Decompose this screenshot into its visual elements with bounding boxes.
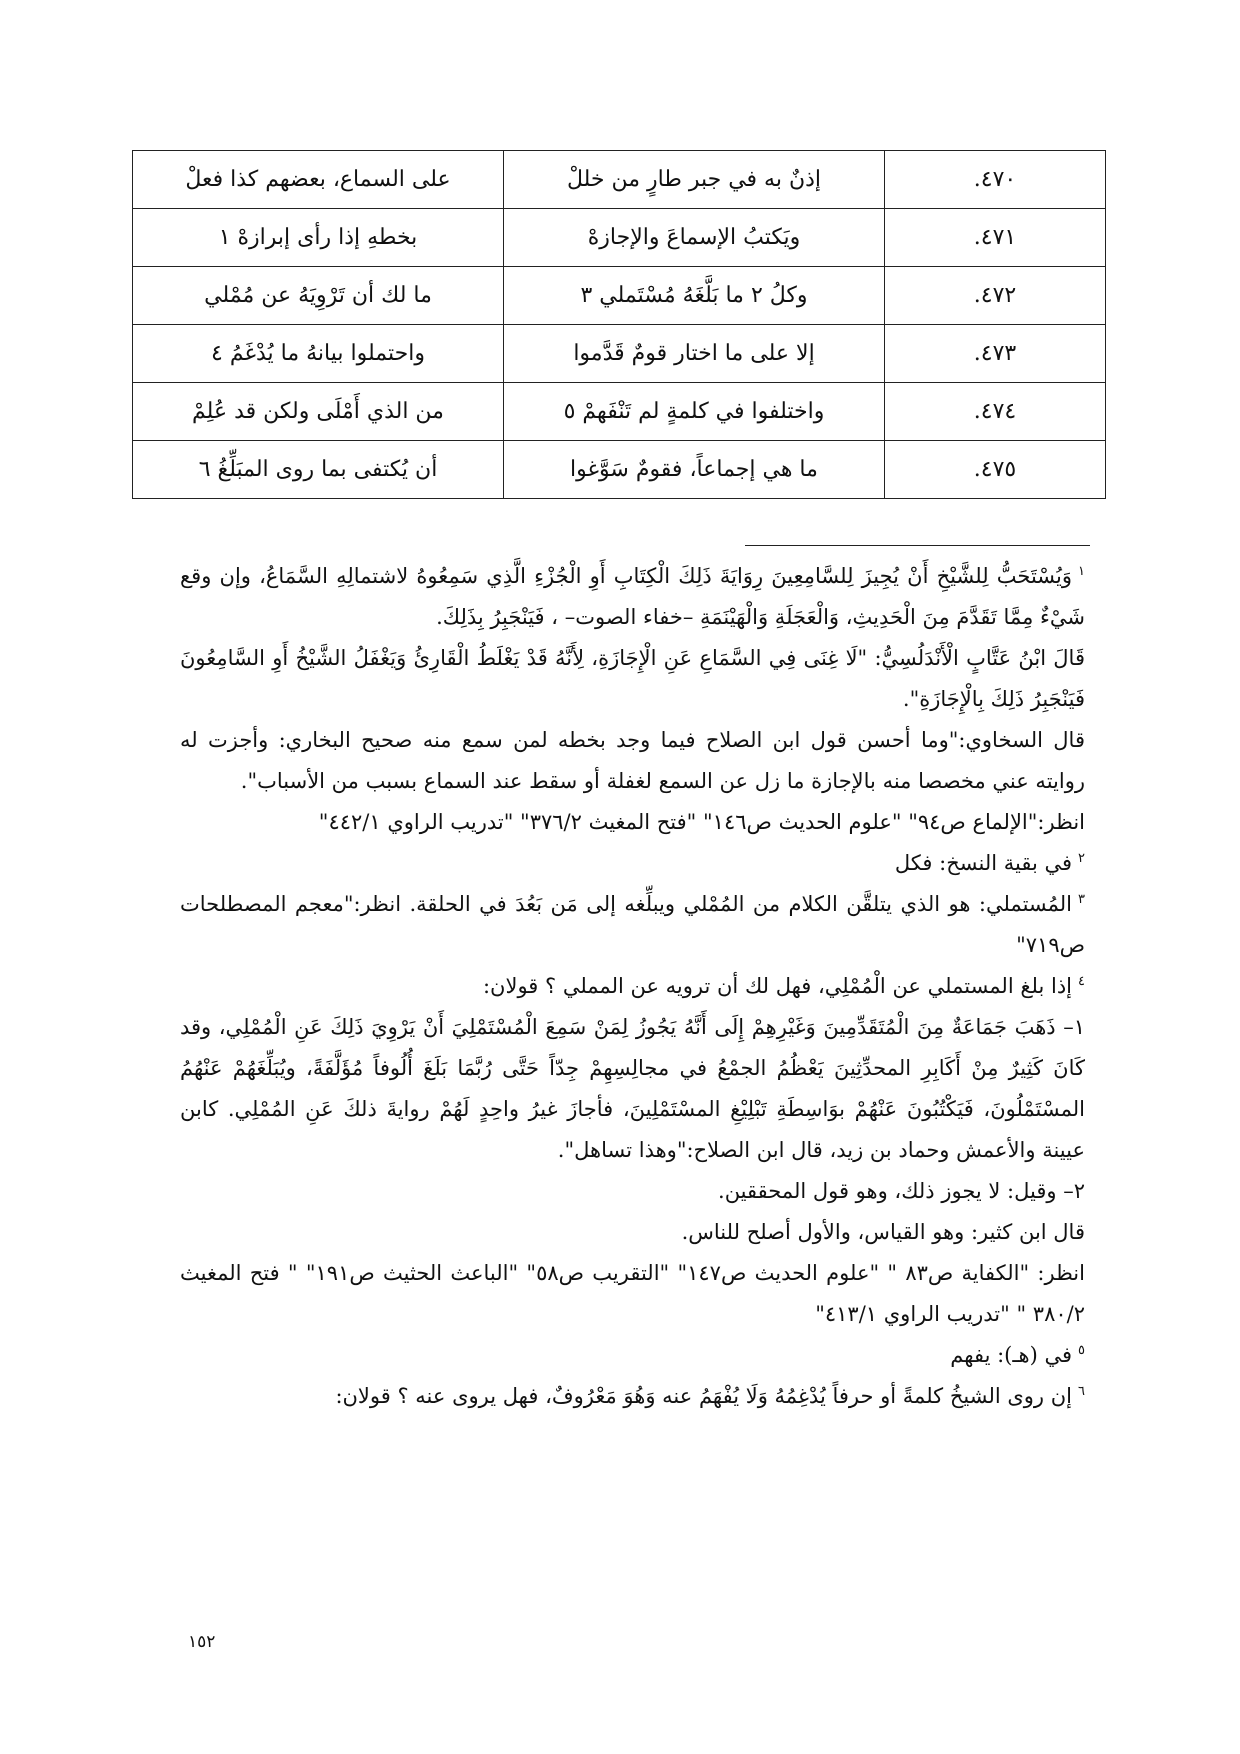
- verse-first-hemistich: إذنٌ به في جبر طارٍ من خللْ: [504, 151, 885, 209]
- footnote-paragraph: [180, 1335, 1085, 1376]
- verse-first-hemistich: ويَكتبُ الإسماعَ والإجازهْ: [504, 209, 885, 267]
- footnote-text: قال ابن كثير: وهو القياس، والأول أصلح للناس.: [681, 1220, 1085, 1244]
- footnote-text: ١– ذَهَبَ جَمَاعَةٌ مِنَ الْمُتَقَدِّمِينَ وَغَيْرِهِمْ إِلَى أَنَّهُ يَجُوزُ لِمَنْ سَمِعَ الْمُسْتَمْلِيَ أَنْ يَرْوِيَ ذَلِكَ عَنِ الْمُمْلِي، وقد كَانَ كَثِيرٌ مِنْ أَكَابِرِ المحدِّثِينَ يَعْظُمُ الجمْعُ في مجالِسِهِمْ جِدّاً حَتَّى رُبَّمَا بَلَغَ أُلُوفاً مُؤَلَّفَةً، ويُبَلِّغَهُمْ عَنْهُمُ المسْتَمْلُونَ، فَيَكْتُبُونَ عَنْهُمْ بوَاسِطَةِ تَبْلِيْغِ المسْتَمْلِينَ، فأجازَ غيرُ واحِدٍ لَهُمْ روايةَ ذلكَ عَنِ المُمْلِي. كابن عيينة والأعمش وحماد بن زيد، قال ابن الصلاح:"وهذا تساهل".: [180, 1015, 1085, 1162]
- verse-row: [133, 383, 1106, 441]
- footnote-mark: ١: [1078, 564, 1085, 579]
- verse-row: [133, 267, 1106, 325]
- verse-table: [132, 150, 1106, 499]
- verse-first-hemistich: وكلُ ٢ ما بَلَّغَهُ مُسْتَملي ٣: [504, 267, 885, 325]
- footnote-text: قَالَ ابْنُ عَتَّابٍ الْأَنْدَلُسِيُّ: "لَا غِنَى فِي السَّمَاعِ عَنِ الْإِجَازَةِ، لِأَنَّهُ قَدْ يَغْلَطُ الْقَارِئُ وَيَغْفَلُ الشَّيْخُ أَوِ السَّامِعُونَ فَيَنْجَبِرُ ذَلِكَ بِالْإِجَازَةِ".: [180, 646, 1085, 711]
- page-number: ١٥٢: [188, 1632, 216, 1652]
- verse-second-hemistich: على السماع، بعضهم كذا فعلْ: [133, 151, 504, 209]
- footnote-paragraph: [180, 1253, 1085, 1335]
- footnote-paragraph: [180, 1212, 1085, 1253]
- footnote-mark: ٢: [1078, 851, 1085, 866]
- verse-row: [133, 441, 1106, 499]
- verse-first-hemistich: إلا على ما اختار قومٌ قَدَّموا: [504, 325, 885, 383]
- verse-second-hemistich: واحتملوا بيانهُ ما يُدْغَمُ ٤: [133, 325, 504, 383]
- footnote-paragraph: [180, 556, 1085, 638]
- verse-second-hemistich: ما لك أن تَرْوِيَهُ عن مُمْلي: [133, 267, 504, 325]
- footnote-paragraph: [180, 638, 1085, 720]
- verse-row: [133, 325, 1106, 383]
- footnote-mark: ٣: [1078, 892, 1085, 907]
- footnote-text: المُستملي: هو الذي يتلقَّن الكلام من المُمْلي ويبلِّغه إلى مَن بَعُدَ في الحلقة. انظر:"معجم المصطلحات ص٧١٩": [180, 892, 1085, 957]
- footnote-paragraph: [180, 1171, 1085, 1212]
- verse-second-hemistich: من الذي أَمْلَى ولكن قد عُلِمْ: [133, 383, 504, 441]
- footnote-paragraph: [180, 1376, 1085, 1417]
- footnote-paragraph: [180, 843, 1085, 884]
- footnote-text: في بقية النسخ: فكل: [894, 851, 1073, 875]
- footnote-mark: ٥: [1078, 1343, 1085, 1358]
- verse-number: ٤٧٣.: [885, 325, 1106, 383]
- verse-row: [133, 151, 1106, 209]
- verse-second-hemistich: بخطهِ إذا رأى إبرازهْ ١: [133, 209, 504, 267]
- footnote-mark: ٤: [1078, 974, 1085, 989]
- footnote-paragraph: [180, 802, 1085, 843]
- footnote-text: إن روى الشيخُ كلمةً أو حرفاً يُدْغِمُهُ وَلَا يُفْهَمُ عنه وَهُوَ مَعْرُوفٌ، فهل يروى عنه ؟ قولان:: [335, 1384, 1073, 1408]
- footnote-text: في (هـ): يفهم: [950, 1343, 1073, 1367]
- verse-number: ٤٧٤.: [885, 383, 1106, 441]
- footnote-paragraph: [180, 966, 1085, 1007]
- footnote-paragraph: [180, 1007, 1085, 1171]
- verse-number: ٤٧٥.: [885, 441, 1106, 499]
- footnote-text: إذا بلغ المستملي عن الْمُمْلِي، فهل لك أن ترويه عن المملي ؟ قولان:: [482, 974, 1073, 998]
- footnote-mark: ٦: [1078, 1384, 1085, 1399]
- footnote-paragraph: [180, 884, 1085, 966]
- footnote-text: قال السخاوي:"وما أحسن قول ابن الصلاح فيما وجد بخطه لمن سمع منه صحيح البخاري: وأجزت له روايته عني مخصصا منه بالإجازة ما زل عن السمع لغفلة أو سقط عند السماع بسبب من الأسباب".: [180, 728, 1085, 793]
- footnote-text: وَيُسْتَحَبُّ لِلشَّيْخِ أَنْ يُجِيزَ لِلسَّامِعِينَ رِوَايَةَ ذَلِكَ الْكِتَابِ أَوِ الْجُزْءِ الَّذِي سَمِعُوهُ لاشتمالِهِ السَّمَاعُ، وإن وقع شَيْءٌ مِمَّا تَقَدَّمَ مِنَ الْحَدِيثِ، وَالْعَجَلَةِ وَالْهَيْنَمَةِ –خفاء الصوت– ، فَيَنْجَبِرُ بِذَلِكَ.: [180, 564, 1085, 629]
- verse-first-hemistich: ما هي إجماعاً، فقومٌ سَوَّغوا: [504, 441, 885, 499]
- verse-number: ٤٧٠.: [885, 151, 1106, 209]
- verse-first-hemistich: واختلفوا في كلمةٍ لم تَنْفَهمْ ٥: [504, 383, 885, 441]
- verse-second-hemistich: أن يُكتفى بما روى المبَلِّغُ ٦: [133, 441, 504, 499]
- footnote-text: ٢– وقيل: لا يجوز ذلك، وهو قول المحققين.: [718, 1179, 1085, 1203]
- footnote-text: انظر: "الكفاية ص٨٣ " "علوم الحديث ص١٤٧" "التقريب ص٥٨" "الباعث الحثيث ص١٩١" " فتح المغيث ٣٨٠/٢ " "تدريب الراوي ٤١٣/١": [180, 1261, 1085, 1326]
- verse-number: ٤٧١.: [885, 209, 1106, 267]
- footnotes: [180, 556, 1085, 1417]
- footnote-separator: [745, 545, 1090, 546]
- verse-number: ٤٧٢.: [885, 267, 1106, 325]
- verse-row: [133, 209, 1106, 267]
- footnote-paragraph: [180, 720, 1085, 802]
- footnote-text: انظر:"الإلماع ص٩٤" "علوم الحديث ص١٤٦" "فتح المغيث ٣٧٦/٢" "تدريب الراوي ٤٤٢/١": [318, 810, 1085, 834]
